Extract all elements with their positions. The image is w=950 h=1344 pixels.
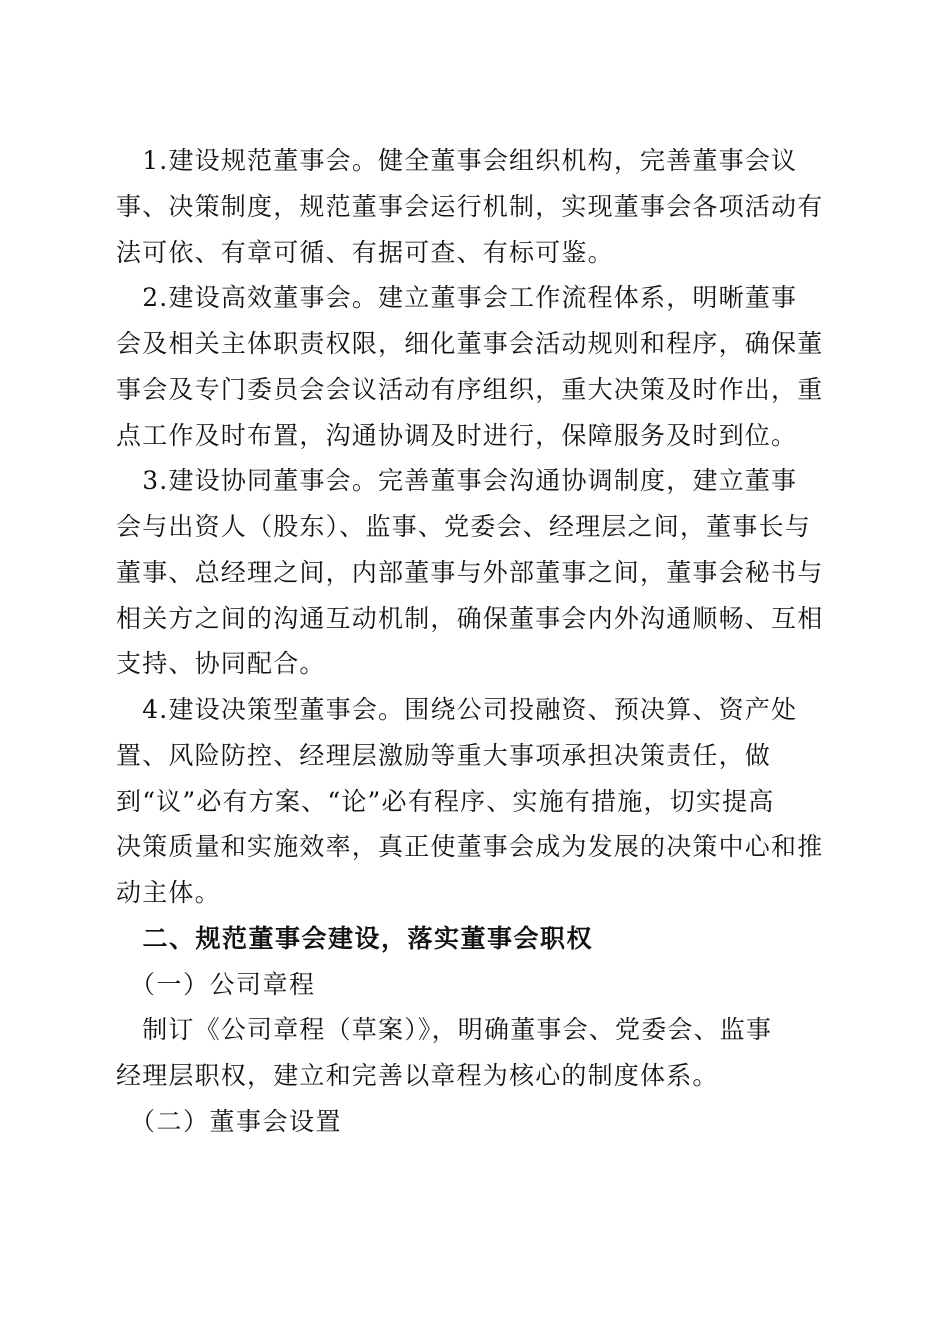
paragraph-3-line-4: 相关方之间的沟通互动机制，确保董事会内外沟通顺畅、互相 [116,604,824,633]
paragraph-3-line-2: 会与出资人（股东）、监事、党委会、经理层之间，董事长与 [116,512,811,541]
paragraph-5-line-1: 制订《公司章程（草案）》，明确董事会、党委会、监事 [116,1015,773,1044]
paragraph-2-line-4: 点工作及时布置，沟通协调及时进行，保障服务及时到位。 [116,421,798,450]
paragraph-2-line-1: 2.建设高效董事会。建立董事会工作流程体系，明晰董事 [116,283,798,312]
subheading-board-setup: （二）董事会设置 [116,1107,343,1136]
paragraph-4-line-2: 置、风险防控、经理层激励等重大事项承担决策责任，做 [116,741,772,770]
paragraph-2-line-3: 事会及专门委员会会议活动有序组织，重大决策及时作出，重 [116,375,824,404]
paragraph-4-line-1: 4.建设决策型董事会。围绕公司投融资、预决算、资产处 [116,695,798,724]
paragraph-2-line-2: 会及相关主体职责权限，细化董事会活动规则和程序，确保董 [116,329,824,358]
subheading-company-charter: （一）公司章程 [116,970,316,999]
paragraph-3-line-3: 董事、总经理之间，内部董事与外部董事之间，董事会秘书与 [116,558,824,587]
paragraph-3-line-5: 支持、协同配合。 [116,649,326,678]
paragraph-4-line-3: 到“议”必有方案、“论”必有程序、实施有措施，切实提高 [116,787,775,816]
paragraph-4-line-4: 决策质量和实施效率，真正使董事会成为发展的决策中心和推 [116,832,824,861]
paragraph-1-line-3: 法可依、有章可循、有据可查、有标可鉴。 [116,238,614,267]
paragraph-4-line-5: 动主体。 [116,878,221,907]
section-heading: 二、规范董事会建设，落实董事会职权 [116,924,594,953]
paragraph-1-line-1: 1.建设规范董事会。健全董事会组织机构，完善董事会议 [116,146,798,175]
paragraph-1-line-2: 事、决策制度，规范董事会运行机制，实现董事会各项活动有 [116,192,824,221]
paragraph-3-line-1: 3.建设协同董事会。完善董事会沟通协调制度，建立董事 [116,466,798,495]
paragraph-5-line-2: 经理层职权，建立和完善以章程为核心的制度体系。 [116,1061,719,1090]
